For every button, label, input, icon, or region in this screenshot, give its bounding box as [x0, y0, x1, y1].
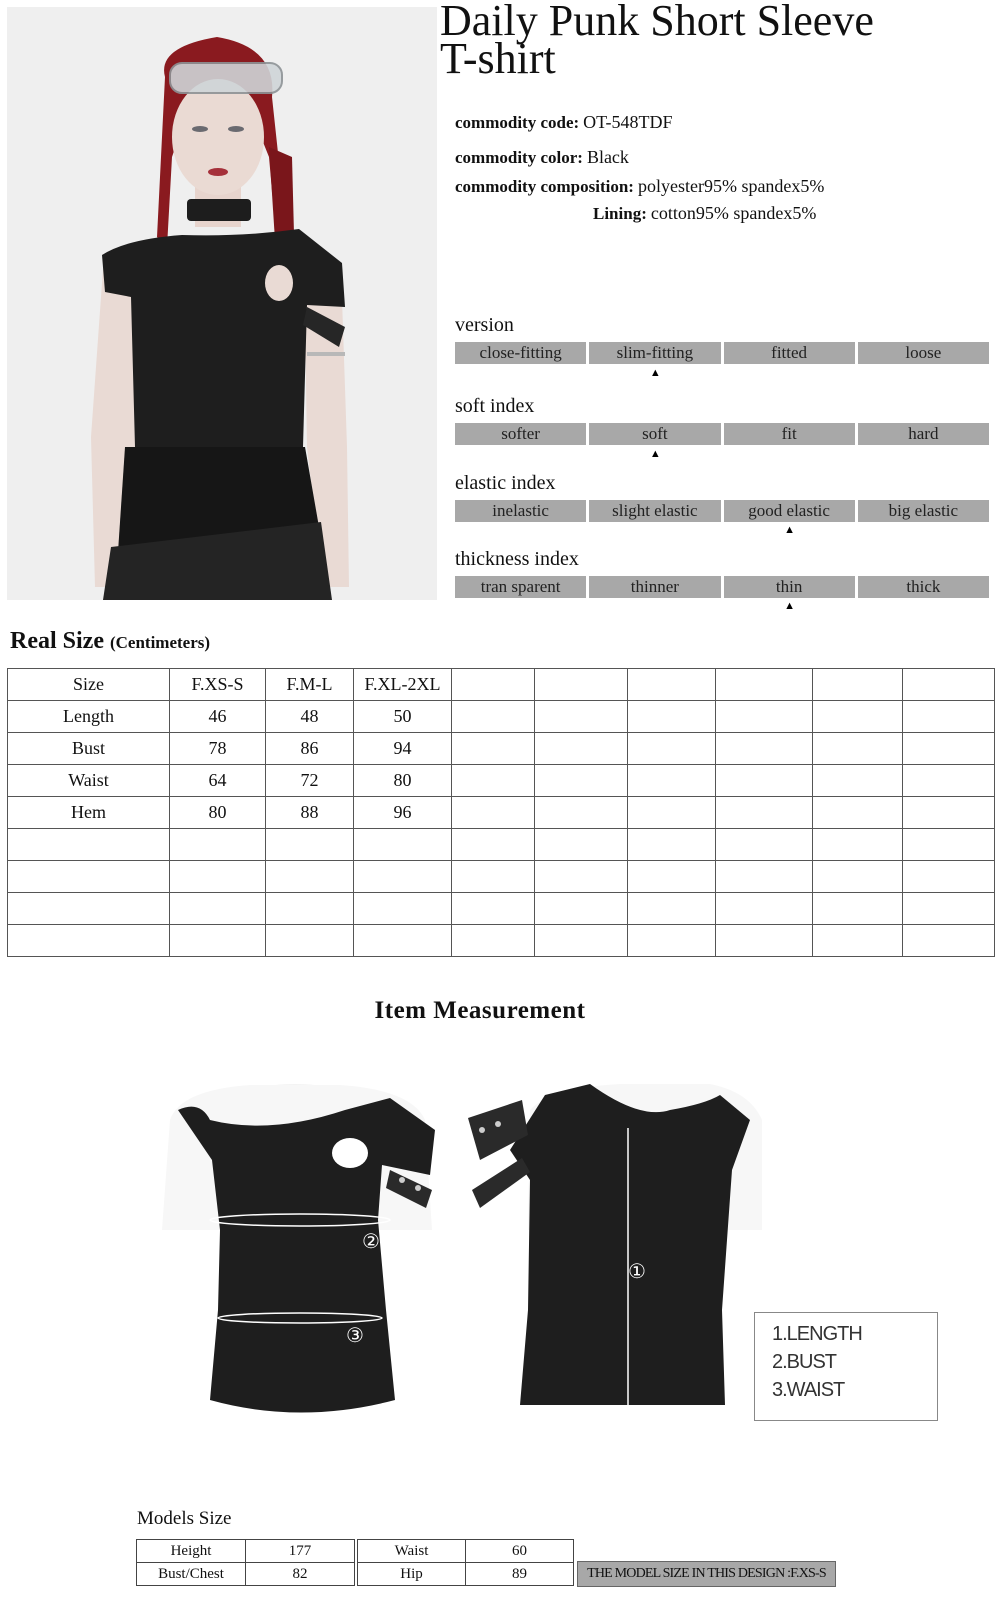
- thickness-index-selected-marker: ▲: [784, 600, 796, 612]
- product-title-line2: T-shirt: [440, 34, 556, 83]
- model-waist-label: Waist: [358, 1540, 466, 1563]
- table-cell: 96: [354, 797, 452, 829]
- model-hip-label: Hip: [358, 1563, 466, 1586]
- soft-index-title: soft index: [455, 395, 535, 417]
- table-cell: Bust: [8, 733, 170, 765]
- thickness-index-option: tran sparent: [455, 576, 586, 598]
- model-size-note: THE MODEL SIZE IN THIS DESIGN :F.XS-S: [577, 1561, 836, 1587]
- spec-color: [455, 147, 629, 168]
- version-title: version: [455, 314, 514, 336]
- table-row: [8, 669, 995, 701]
- table-row: [8, 925, 995, 957]
- table-cell: F.XL-2XL: [354, 669, 452, 701]
- legend-item: 1.LENGTH: [772, 1323, 862, 1345]
- table-row: [8, 797, 995, 829]
- elastic-index-option: inelastic: [455, 500, 586, 522]
- thickness-index-title: thickness index: [455, 548, 579, 570]
- table-cell: Hem: [8, 797, 170, 829]
- table-cell: 78: [170, 733, 266, 765]
- models-size-table-right: [357, 1539, 574, 1586]
- marker-length: ①: [628, 1259, 646, 1283]
- model-bust-label: Bust/Chest: [137, 1563, 246, 1586]
- table-row: [8, 861, 995, 893]
- thickness-index-option: thin: [724, 576, 855, 598]
- model-bust-value: 82: [246, 1563, 355, 1586]
- model-height-label: Height: [137, 1540, 246, 1563]
- table-cell: Waist: [8, 765, 170, 797]
- table-row: [358, 1563, 574, 1586]
- models-size-title: Models Size: [137, 1508, 232, 1529]
- product-title-line1: Daily Punk Short Sleeve: [440, 0, 874, 45]
- real-size-unit: (Centimeters): [109, 633, 211, 652]
- soft-index-selected-marker: ▲: [649, 448, 661, 460]
- table-row: [8, 765, 995, 797]
- table-row: [8, 701, 995, 733]
- soft-index-option: softer: [455, 423, 586, 445]
- table-cell: 94: [354, 733, 452, 765]
- table-row: [8, 829, 995, 861]
- table-cell: 88: [266, 797, 354, 829]
- table-cell: F.M-L: [266, 669, 354, 701]
- models-size-table-left: [136, 1539, 355, 1586]
- thickness-index-scale: [455, 576, 989, 598]
- table-cell: 86: [266, 733, 354, 765]
- elastic-index-option: slight elastic: [589, 500, 720, 522]
- elastic-index-option: big elastic: [858, 500, 989, 522]
- spec-color-label: commodity color:: [455, 148, 583, 167]
- thickness-index-option: thick: [858, 576, 989, 598]
- version-option: loose: [858, 342, 989, 364]
- table-cell: 50: [354, 701, 452, 733]
- real-size-table: [7, 668, 995, 957]
- marker-bust: ②: [362, 1229, 380, 1253]
- legend-item: 3.WAIST: [772, 1379, 845, 1401]
- elastic-index-selected-marker: ▲: [784, 524, 796, 536]
- soft-index-option: soft: [589, 423, 720, 445]
- spec-code-value: OT-548TDF: [583, 112, 673, 132]
- version-option: fitted: [724, 342, 855, 364]
- spec-lining-value: cotton95% spandex5%: [650, 203, 817, 223]
- table-row: [8, 893, 995, 925]
- real-size-heading: [10, 628, 210, 655]
- soft-index-scale: [455, 423, 989, 445]
- table-cell: F.XS-S: [170, 669, 266, 701]
- table-row: [8, 733, 995, 765]
- spec-code: [455, 112, 673, 133]
- table-cell: Length: [8, 701, 170, 733]
- spec-composition-label: commodity composition:: [455, 177, 634, 196]
- item-measurement-title: Item Measurement: [374, 997, 586, 1024]
- measurement-legend: [754, 1312, 938, 1421]
- model-hip-value: 89: [466, 1563, 574, 1586]
- measurement-diagram: [150, 1080, 810, 1460]
- version-option: slim-fitting: [589, 342, 720, 364]
- real-size-title: Real Size: [10, 628, 104, 654]
- table-cell: 72: [266, 765, 354, 797]
- table-cell: Size: [8, 669, 170, 701]
- table-cell: 48: [266, 701, 354, 733]
- model-waist-value: 60: [466, 1540, 574, 1563]
- product-photo: [7, 7, 437, 600]
- version-scale: [455, 342, 989, 364]
- table-row: [137, 1563, 355, 1586]
- soft-index-option: hard: [858, 423, 989, 445]
- spec-lining: [593, 203, 816, 224]
- version-option: close-fitting: [455, 342, 586, 364]
- elastic-index-scale: [455, 500, 989, 522]
- elastic-index-option: good elastic: [724, 500, 855, 522]
- spec-lining-label: Lining:: [593, 204, 647, 223]
- spec-color-value: Black: [586, 147, 629, 167]
- table-cell: 46: [170, 701, 266, 733]
- version-selected-marker: ▲: [649, 367, 661, 379]
- table-row: [137, 1540, 355, 1563]
- spec-composition: [455, 176, 824, 197]
- soft-index-option: fit: [724, 423, 855, 445]
- elastic-index-title: elastic index: [455, 472, 556, 494]
- table-cell: 64: [170, 765, 266, 797]
- thickness-index-option: thinner: [589, 576, 720, 598]
- model-height-value: 177: [246, 1540, 355, 1563]
- product-title: [440, 0, 995, 83]
- spec-code-label: commodity code:: [455, 113, 580, 132]
- spec-composition-value: polyester95% spandex5%: [637, 176, 825, 196]
- table-cell: 80: [170, 797, 266, 829]
- table-cell: 80: [354, 765, 452, 797]
- table-row: [358, 1540, 574, 1563]
- legend-item: 2.BUST: [772, 1351, 837, 1373]
- marker-waist: ③: [346, 1323, 364, 1347]
